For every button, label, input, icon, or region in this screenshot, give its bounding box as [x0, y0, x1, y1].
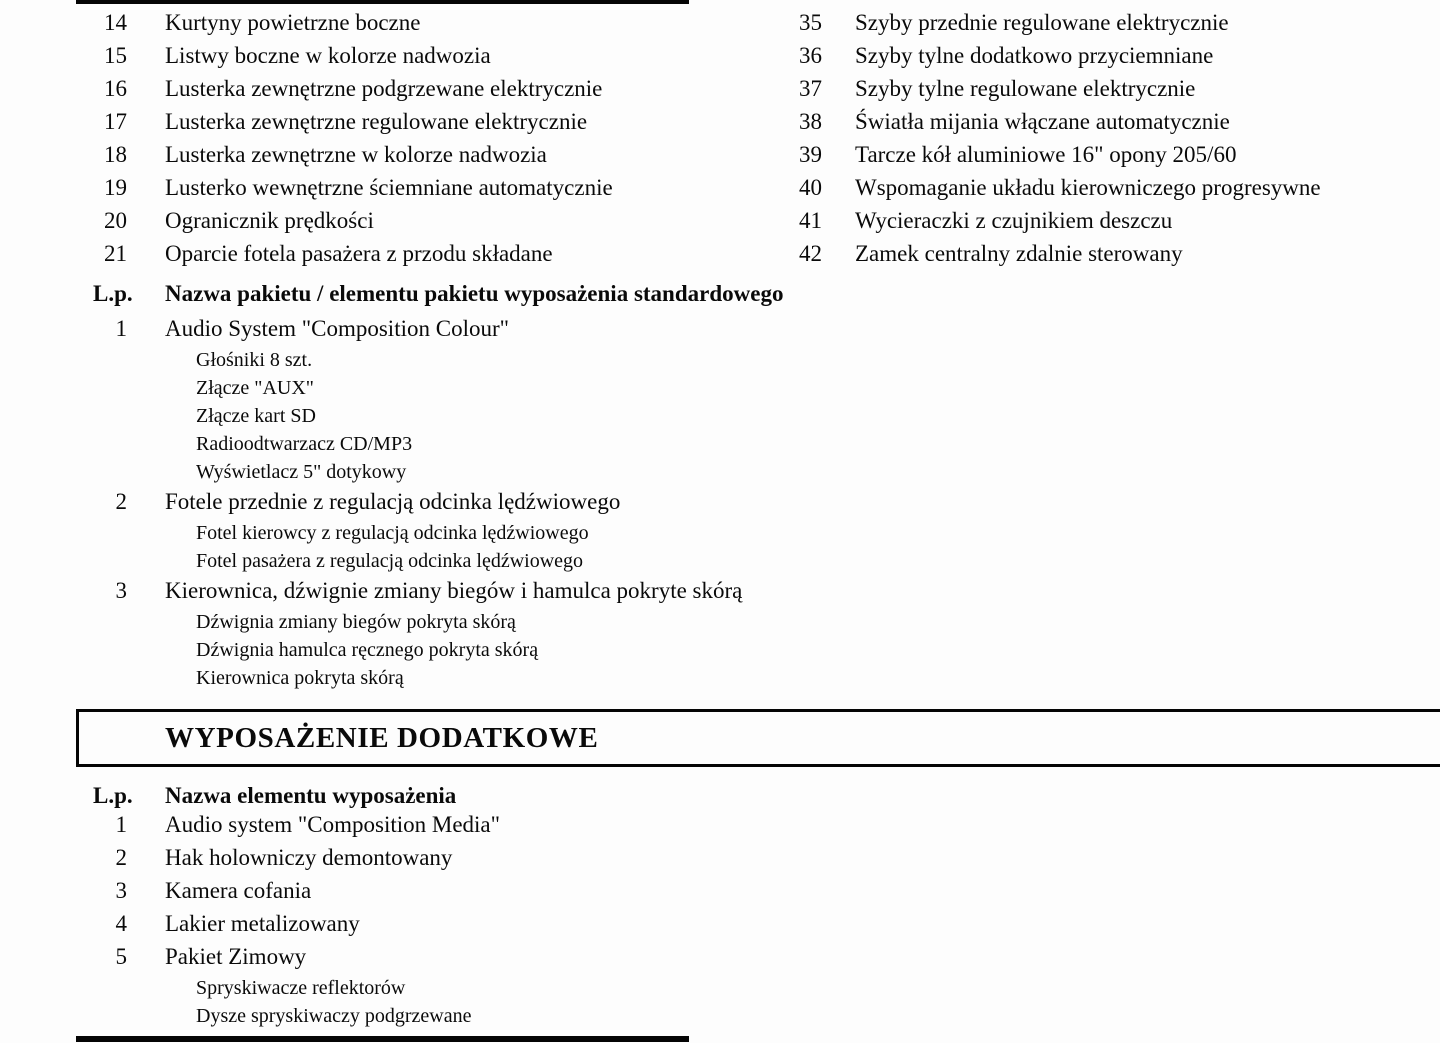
item-number: 15 — [104, 43, 127, 68]
item-number: 19 — [104, 175, 127, 200]
item-label: Lusterka zewnętrzne regulowane elektrycznie — [165, 109, 588, 134]
equipment-item-17 — [96, 109, 587, 135]
package-label: Audio System "Composition Colour" — [165, 316, 510, 341]
lp-column-label: L.p. — [93, 281, 133, 306]
item-label: Szyby przednie regulowane elektrycznie — [855, 10, 1229, 35]
equipment-item-42 — [791, 241, 1183, 267]
package-label: Kierownica, dźwignie zmiany biegów i hamulca pokryte skórą — [165, 578, 743, 603]
additional-item-label: Lakier metalizowany — [165, 911, 360, 936]
bottom-table-rule — [76, 1036, 689, 1042]
equipment-item-19 — [96, 175, 613, 201]
package-row — [0, 489, 1440, 522]
package-sub-item: Dźwignia hamulca ręcznego pokryta skórą — [196, 639, 539, 661]
equipment-item-18 — [96, 142, 547, 168]
item-number: 39 — [799, 142, 822, 167]
equipment-row — [0, 109, 1440, 142]
item-number: 5 — [115, 944, 127, 969]
standard-packages-list — [0, 316, 1440, 695]
additional-equipment-section-box — [76, 709, 1440, 767]
item-number: 41 — [799, 208, 822, 233]
package-label: Fotele przednie z regulacją odcinka lędźwiowego — [165, 489, 621, 514]
item-number: 3 — [115, 878, 127, 903]
item-label: Tarcze kół aluminiowe 16" opony 205/60 — [855, 142, 1237, 167]
item-number: 3 — [115, 578, 127, 603]
item-number: 21 — [104, 241, 127, 266]
additional-item-row — [0, 878, 1440, 911]
package-sub-item: Wyświetlacz 5" dotykowy — [196, 461, 407, 483]
equipment-item-16 — [96, 76, 602, 102]
equipment-row — [0, 175, 1440, 208]
item-label: Listwy boczne w kolorze nadwozia — [165, 43, 491, 68]
equipment-row — [0, 241, 1440, 274]
package-row — [0, 578, 1440, 611]
item-label: Kurtyny powietrzne boczne — [165, 10, 421, 35]
item-number: 17 — [104, 109, 127, 134]
standard-packages-header — [0, 281, 1440, 314]
package-sub-item: Dźwignia zmiany biegów pokryta skórą — [196, 611, 516, 633]
item-number: 16 — [104, 76, 127, 101]
lp-column-label: L.p. — [93, 783, 133, 808]
item-label: Ogranicznik prędkości — [165, 208, 374, 233]
equipment-item-37 — [791, 76, 1195, 102]
additional-item-label: Pakiet Zimowy — [165, 944, 307, 969]
item-label: Lusterka zewnętrzne podgrzewane elektrycznie — [165, 76, 603, 101]
item-number: 37 — [799, 76, 822, 101]
item-number: 1 — [115, 316, 127, 341]
item-number: 40 — [799, 175, 822, 200]
equipment-row — [0, 76, 1440, 109]
additional-sub-item: Dysze spryskiwaczy podgrzewane — [196, 1005, 472, 1027]
item-number: 20 — [104, 208, 127, 233]
additional-header-title: Nazwa elementu wyposażenia — [165, 783, 457, 808]
item-number: 1 — [115, 812, 127, 837]
item-number: 2 — [115, 489, 127, 514]
package-sub-item: Głośniki 8 szt. — [196, 349, 313, 371]
item-label: Lusterko wewnętrzne ściemniane automatycznie — [165, 175, 613, 200]
top-table-rule — [76, 0, 689, 4]
item-label: Zamek centralny zdalnie sterowany — [855, 241, 1183, 266]
equipment-item-39 — [791, 142, 1236, 168]
additional-equipment-list — [0, 812, 1440, 1033]
packages-header-title: Nazwa pakietu / elementu pakietu wyposażenia standardowego — [165, 281, 784, 306]
package-sub-item: Złącze kart SD — [196, 405, 316, 427]
package-row — [0, 316, 1440, 349]
standard-equipment-list — [0, 10, 1440, 274]
item-number: 36 — [799, 43, 822, 68]
additional-item-row — [0, 845, 1440, 878]
item-number: 2 — [115, 845, 127, 870]
additional-item-row — [0, 812, 1440, 845]
equipment-item-38 — [791, 109, 1230, 135]
additional-sub-item: Spryskiwacze reflektorów — [196, 977, 406, 999]
item-label: Wspomaganie układu kierowniczego progresywne — [855, 175, 1321, 200]
item-number: 38 — [799, 109, 822, 134]
item-number: 4 — [115, 911, 127, 936]
additional-item-row — [0, 944, 1440, 977]
package-sub-item: Fotel kierowcy z regulacją odcinka lędźwiowego — [196, 522, 589, 544]
equipment-row — [0, 208, 1440, 241]
equipment-row — [0, 43, 1440, 76]
item-label: Oparcie fotela pasażera z przodu składane — [165, 241, 553, 266]
equipment-item-41 — [791, 208, 1172, 234]
additional-section-title: WYPOSAŻENIE DODATKOWE — [165, 721, 599, 754]
item-label: Światła mijania włączane automatycznie — [855, 109, 1230, 134]
item-label: Szyby tylne dodatkowo przyciemniane — [855, 43, 1214, 68]
equipment-item-21 — [96, 241, 553, 267]
equipment-item-20 — [96, 208, 374, 234]
item-number: 18 — [104, 142, 127, 167]
package-sub-item: Radioodtwarzacz CD/MP3 — [196, 433, 413, 455]
package-sub-item: Złącze "AUX" — [196, 377, 314, 399]
item-number: 14 — [104, 10, 127, 35]
equipment-item-40 — [791, 175, 1321, 201]
additional-item-label: Kamera cofania — [165, 878, 312, 903]
item-label: Wycieraczki z czujnikiem deszczu — [855, 208, 1173, 233]
item-label: Lusterka zewnętrzne w kolorze nadwozia — [165, 142, 547, 167]
equipment-item-14 — [96, 10, 420, 36]
item-number: 35 — [799, 10, 822, 35]
additional-item-label: Hak holowniczy demontowany — [165, 845, 453, 870]
package-sub-item: Fotel pasażera z regulacją odcinka lędźwiowego — [196, 550, 584, 572]
item-number: 42 — [799, 241, 822, 266]
package-sub-item: Kierownica pokryta skórą — [196, 667, 404, 689]
equipment-item-15 — [96, 43, 491, 69]
additional-item-label: Audio system "Composition Media" — [165, 812, 501, 837]
additional-item-row — [0, 911, 1440, 944]
equipment-item-35 — [791, 10, 1229, 36]
equipment-item-36 — [791, 43, 1213, 69]
equipment-row — [0, 10, 1440, 43]
equipment-row — [0, 142, 1440, 175]
item-label: Szyby tylne regulowane elektrycznie — [855, 76, 1196, 101]
